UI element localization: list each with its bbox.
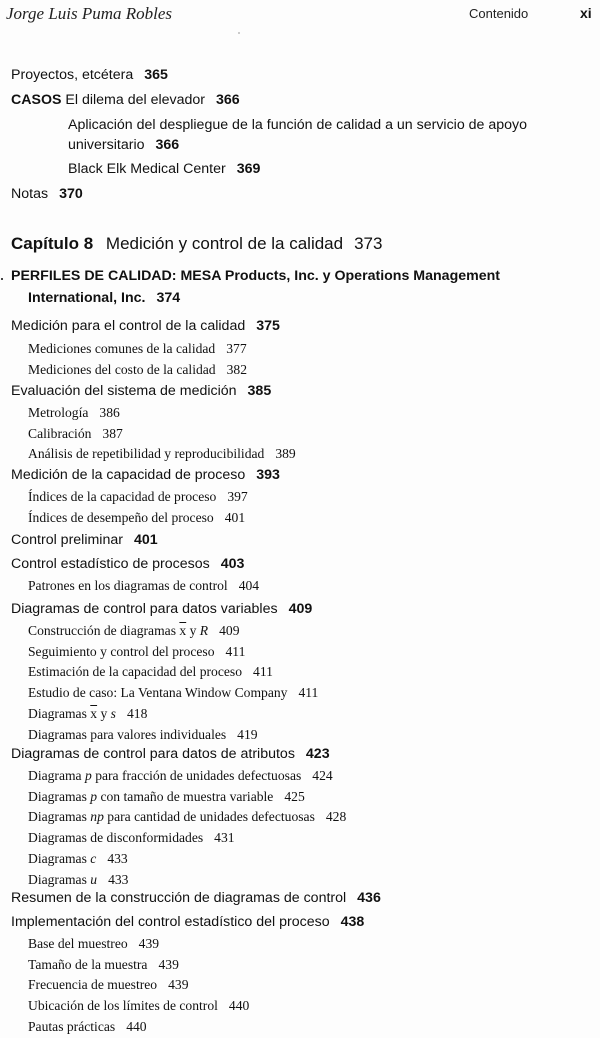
subsection-page: 411	[253, 664, 273, 680]
section-heading	[11, 914, 364, 930]
section-page: 403	[220, 556, 245, 572]
subsection-page: 424	[312, 768, 333, 783]
subsection-page: 439	[138, 936, 160, 951]
subsection-title: Mediciones del costo de la calidad	[28, 361, 216, 377]
chapter-heading	[11, 234, 382, 254]
subsection-entry	[28, 872, 128, 888]
subsection-title: Índices de la capacidad de proceso	[28, 489, 217, 504]
section-title: Control estadístico de procesos	[11, 556, 210, 572]
subsection-page: 428	[325, 809, 347, 825]
subsection-page: 419	[237, 726, 258, 742]
toc-entry	[11, 67, 168, 83]
toc-entry-cont	[68, 137, 179, 153]
profile-entry	[11, 268, 500, 284]
subsection-title-post: para cantidad de unidades defectuosas	[103, 809, 315, 825]
section-title: Medición de la capacidad de proceso	[11, 467, 246, 483]
entry-title: Notas	[11, 186, 49, 202]
subsection-title-post: para fracción de unidades defectuosas	[91, 768, 302, 783]
subsection-entry	[28, 644, 245, 660]
page-number: xi	[580, 5, 592, 21]
section-page: 409	[288, 601, 313, 617]
entry-title: Proyectos, etcétera	[11, 67, 134, 83]
section-page: 436	[357, 890, 381, 906]
subsection-entry	[28, 809, 346, 825]
subsection-title: Análisis de repetibilidad y reproducibilidad	[28, 446, 265, 462]
subsection-entry	[28, 510, 245, 526]
subsection-entry	[28, 426, 123, 442]
subsection-page: 387	[102, 425, 123, 441]
section-page: 423	[305, 746, 330, 762]
section-title: Implementación del control estadístico del proceso	[11, 914, 330, 930]
subsection-entry	[28, 362, 247, 378]
section-title: Evaluación del sistema de medición	[11, 383, 237, 399]
subsection-page: 411	[225, 643, 246, 659]
entry-page: 366	[216, 92, 240, 108]
section-heading	[11, 383, 271, 399]
chapter-page: 373	[354, 234, 383, 253]
profile-title: MESA Products, Inc. y Operations Management	[180, 268, 501, 284]
subsection-page: 386	[99, 405, 120, 420]
subsection-page: 433	[107, 850, 128, 866]
profile-label: PERFILES DE CALIDAD:	[11, 268, 177, 284]
subsection-title: Diagramas para valores individuales	[28, 726, 227, 742]
symbol-xbar: $\overline{x}$	[179, 623, 187, 638]
section-heading	[11, 532, 158, 548]
subsection-title: Mediciones comunes de la calidad	[28, 341, 216, 356]
subsection-entry	[28, 706, 147, 722]
subsection-page: 439	[158, 956, 179, 972]
section-title: Diagramas de control para datos de atributos	[11, 746, 295, 762]
entry-title: universitario	[68, 137, 145, 153]
subsection-title: Pautas prácticas	[28, 1018, 116, 1034]
section-page: 438	[340, 914, 365, 930]
subsection-title: Ubicación de los límites de control	[28, 998, 218, 1014]
subsection-page: 397	[227, 489, 248, 504]
subsection-title-pre: Diagramas	[28, 705, 91, 721]
subsection-title: Base del muestreo	[28, 936, 128, 951]
subsection-title: Calibración	[28, 425, 92, 441]
subsection-entry	[28, 768, 333, 784]
subsection-title: Patrones en los diagramas de control	[28, 578, 228, 593]
subsection-title-pre: Diagramas	[28, 809, 91, 825]
section-heading	[11, 601, 312, 617]
profile-entry-cont	[28, 290, 180, 306]
toc-entry	[68, 117, 527, 133]
subsection-entry	[28, 851, 128, 867]
subsection-page: 425	[284, 788, 305, 804]
section-heading	[11, 467, 280, 483]
subsection-entry	[28, 830, 235, 846]
entry-title: Aplicación del despliegue de la función de calidad a un servicio de apoyo	[68, 117, 528, 133]
subsection-page: 431	[214, 830, 235, 846]
subsection-entry	[28, 623, 239, 639]
scan-speck	[238, 32, 240, 34]
entry-page: 370	[59, 186, 83, 202]
subsection-page: 440	[126, 1018, 147, 1034]
subsection-title: Tamaño de la muestra	[28, 956, 148, 972]
symbol-variable: s	[110, 705, 116, 721]
subsection-title: Estudio de caso: La Ventana Window Company	[28, 685, 288, 701]
chapter-title: Medición y control de la calidad	[105, 234, 344, 253]
subsection-entry	[28, 1019, 147, 1035]
toc-entry	[11, 186, 83, 202]
symbol-variable: p	[85, 768, 92, 783]
subsection-title-pre: Diagramas	[28, 850, 91, 866]
symbol-variable: p	[90, 788, 98, 804]
subsection-entry	[28, 727, 258, 743]
subsection-page: 440	[228, 998, 250, 1014]
entry-page: 366	[155, 137, 180, 153]
entry-page: 365	[144, 67, 168, 83]
subsection-page: 389	[275, 446, 296, 462]
subsection-entry	[28, 936, 159, 952]
bullet-dot	[1, 278, 3, 280]
subsection-entry	[28, 977, 188, 993]
section-page: 401	[133, 532, 158, 548]
subsection-title-pre: Diagrama	[28, 768, 85, 783]
section-page: 393	[256, 467, 280, 483]
subsection-page: 404	[238, 578, 260, 593]
subsection-entry	[28, 341, 247, 357]
symbol-variable: np	[90, 809, 104, 825]
section-title: Medición para el control de la calidad	[11, 318, 246, 334]
section-page: 375	[256, 318, 280, 334]
subsection-title: Metrología	[28, 405, 89, 420]
subsection-entry	[28, 446, 296, 462]
subsection-title-post: con tamaño de muestra variable	[97, 788, 274, 804]
subsection-entry	[28, 664, 273, 680]
subsection-entry	[28, 957, 179, 973]
entry-page: 369	[236, 161, 261, 177]
subsection-title: Estimación de la capacidad del proceso	[28, 664, 243, 680]
section-heading	[11, 318, 280, 334]
toc-entry-casos	[11, 92, 240, 108]
subsection-title-mid: y	[97, 705, 111, 721]
subsection-title: Índices de desempeño del proceso	[28, 509, 214, 525]
symbol-variable: R	[199, 623, 209, 638]
subsection-entry	[28, 998, 249, 1014]
subsection-title: Frecuencia de muestreo	[28, 977, 158, 993]
profile-page: 374	[156, 290, 181, 306]
subsection-title-pre: Construcción de diagramas	[28, 623, 180, 638]
section-title: Control preliminar	[11, 532, 123, 548]
subsection-entry	[28, 405, 120, 421]
running-header-section: Contenido	[469, 6, 529, 21]
subsection-entry	[28, 789, 305, 805]
subsection-title: Diagramas de disconformidades	[28, 830, 204, 846]
subsection-page: 418	[126, 705, 148, 721]
entry-title: El dilema del elevador	[65, 92, 205, 108]
subsection-title-pre: Diagramas	[28, 788, 91, 804]
section-title: Diagramas de control para datos variables	[11, 601, 278, 617]
subsection-page: 377	[226, 341, 247, 356]
subsection-entry	[28, 685, 318, 701]
casos-label: CASOS	[11, 92, 62, 108]
subsection-entry	[28, 578, 259, 594]
entry-title: Black Elk Medical Center	[68, 161, 226, 177]
subsection-page: 433	[108, 871, 129, 887]
symbol-xbar: $\overline{x}$	[90, 705, 98, 721]
symbol-variable: u	[90, 871, 98, 887]
section-heading	[11, 556, 244, 572]
section-title: Resumen de la construcción de diagramas de control	[11, 890, 347, 906]
section-heading	[11, 746, 330, 762]
chapter-label: Capítulo 8	[11, 234, 94, 253]
subsection-page: 401	[224, 509, 246, 525]
running-header-author: Jorge Luis Puma Robles	[6, 4, 173, 23]
subsection-page: 382	[226, 361, 247, 377]
symbol-variable: c	[90, 850, 97, 866]
subsection-page: 409	[219, 623, 240, 638]
section-heading	[11, 890, 381, 906]
subsection-title: Seguimiento y control del proceso	[28, 643, 215, 659]
subsection-title-mid: y	[186, 623, 200, 638]
subsection-page: 439	[168, 977, 189, 993]
subsection-page: 411	[298, 685, 319, 701]
section-page: 385	[247, 383, 272, 399]
profile-title: International, Inc.	[28, 290, 146, 306]
toc-entry	[68, 161, 260, 177]
subsection-entry	[28, 489, 248, 505]
subsection-title-pre: Diagramas	[28, 871, 91, 887]
